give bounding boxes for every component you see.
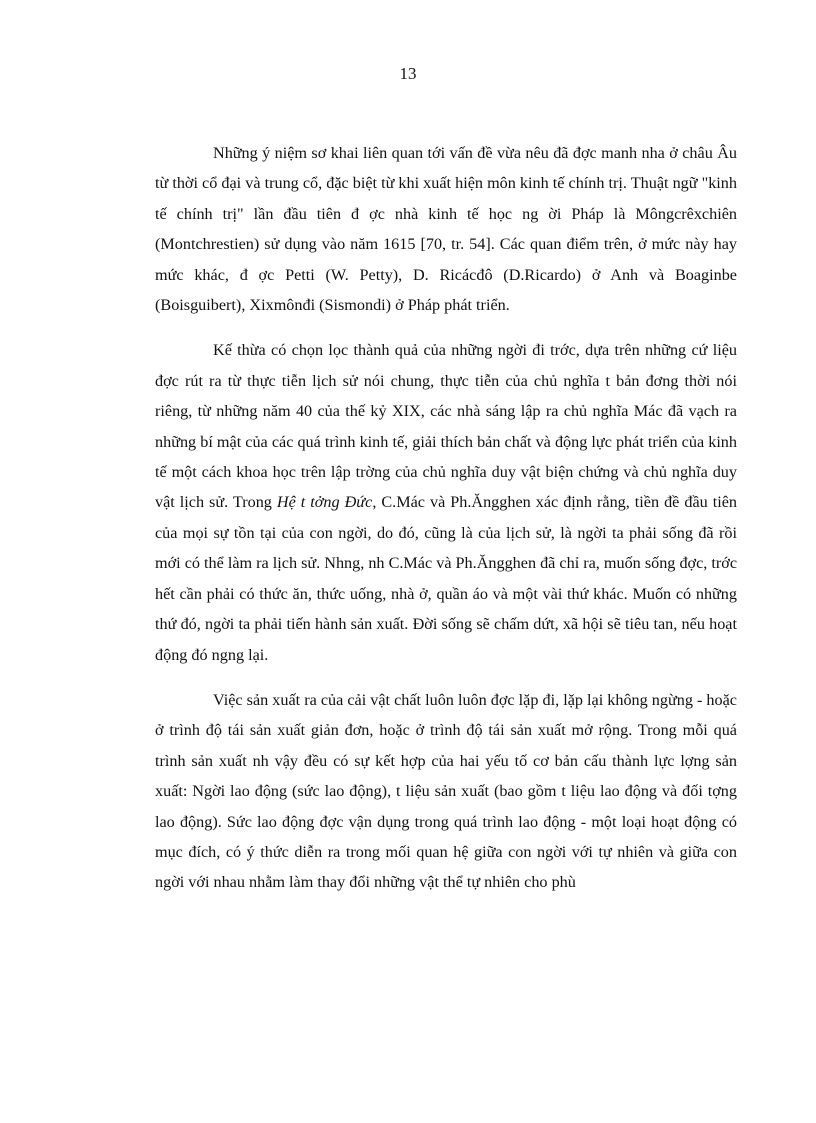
paragraph-2-text-end: , C.Mác và Ph.Ăngghen xác định rằng, tiền đề đầu tiên của mọi sự tồn tại của con ngời, do đó, cũng là của lịch sử, là ngời ta phải sống đã rồi mới có thể làm ra lịch sử. Nhng, nh C.Mác và Ph.Ăngghen đã chỉ ra, muốn sống đợc, trớc hết cần phải có thức ăn, thức uống, nhà ở, quần áo và một vài thứ khác. Muốn có những thứ đó, ngời ta phải tiến hành sản xuất. Đời sống sẽ chấm dứt, xã hội sẽ tiêu tan, nếu hoạt động đó ngng lại. xyxy=(155,493,738,664)
book-title-emphasis: Hệ t tởng Đức xyxy=(276,493,373,512)
body-text xyxy=(155,138,737,913)
paragraph-3: Việc sản xuất ra của cải vật chất luôn luôn đợc lặp đi, lặp lại không ngừng - hoặc ở trình độ tái sản xuất giản đơn, hoặc ở trình độ tái sản xuất mở rộng. Trong mỗi quá trình sản xuất nh vậy đều có sự kết hợp của hai yếu tố cơ bản cấu thành lực lợng sản xuất: Ngời lao động (sức lao động), t liệu sản xuất (bao gồm t liệu lao động và đối tợng lao động). Sức lao động đợc vận dụng trong quá trình lao động - một loại hoạt động có mục đích, có ý thức diễn ra trong mối quan hệ giữa con ngời với tự nhiên và giữa con ngời với nhau nhằm làm thay đổi những vật thể tự nhiên cho phù xyxy=(155,690,737,892)
paragraph-1: Những ý niệm sơ khai liên quan tới vấn đề vừa nêu đã đợc manh nha ở châu Âu từ thời cổ đại và trung cổ, đặc biệt từ khi xuất hiện môn kinh tế chính trị. Thuật ngữ "kinh tế chính trị" lần đầu tiên đ ợc nhà kinh tế học ng ời Pháp là Môngcrêxchiên (Montchrestien) sử dụng vào năm 1615 [70, tr. 54]. Các quan điểm trên, ở mức này hay mức khác, đ ợc Petti (W. Petty), D. Ricácđô (D.Ricardo) ở Anh và Boaginbe (Boisguibert), Xixmônđi (Sismondi) ở Pháp phát triển. xyxy=(155,144,737,315)
paragraph-2 xyxy=(155,335,737,669)
page-number: 13 xyxy=(399,64,417,83)
paragraph-2-text-start: Kế thừa có chọn lọc thành quả của những ngời đi trớc, dựa trên những cứ liệu đợc rút ra từ thực tiễn lịch sử nói chung, thực tiễn của chủ nghĩa t bản đơng thời nói riêng, từ những năm 40 của thế kỷ XIX, các nhà sáng lập ra chủ nghĩa Mác đã vạch ra những bí mật của các quá trình kinh tế, giải thích bản chất và động lực phát triển của kinh tế một cách khoa học trên lập trờng của chủ nghĩa duy vật biện chứng và chủ nghĩa duy vật lịch sử. Trong xyxy=(155,341,737,512)
